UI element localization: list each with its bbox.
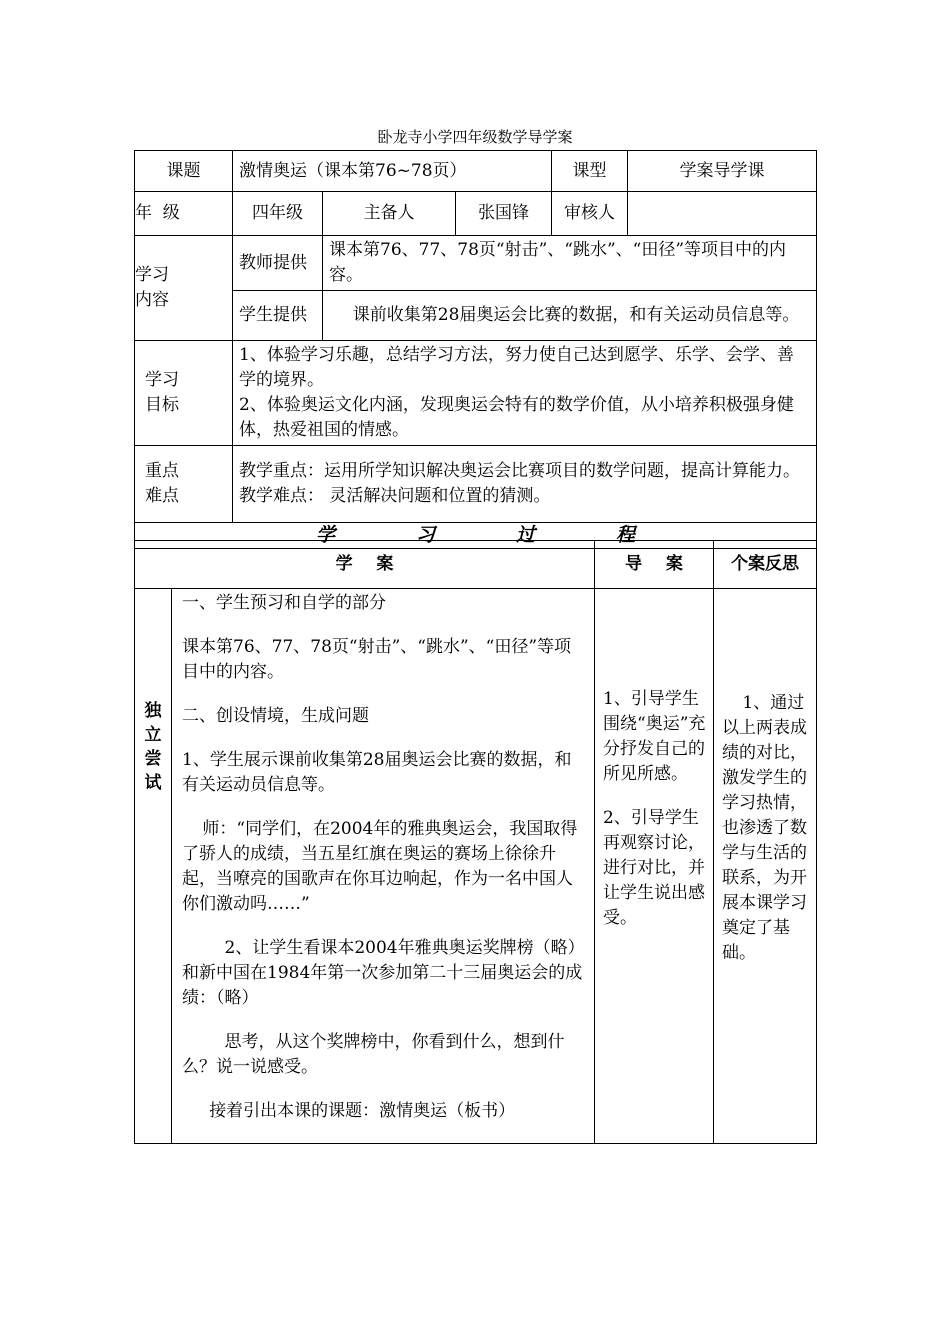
reflection-content: 1、通过以上两表成绩的对比，激发学生的学习热情，也渗透了数学与生活的联系，为开展本课学习奠定了基础。 [714, 589, 817, 1144]
process-char-1: 学 [315, 524, 335, 546]
goals-content [233, 341, 817, 446]
plan-paragraph: 2、让学生看课本2004年雅典奥运奖牌榜（略）和新中国在1984年第一次参加第二十三届奥运会的成绩：（略） [182, 938, 585, 1008]
section-char-2: 立 [144, 725, 162, 745]
section-char-4: 试 [144, 773, 162, 793]
goals-label-line1: 学习 [145, 370, 179, 390]
preparer-value: 张国锋 [456, 192, 552, 236]
grade-label: 年 级 [135, 192, 233, 236]
student-provide-text: 课前收集第28届奥运会比赛的数据，和有关运动员信息等。 [323, 291, 817, 341]
process-char-4: 程 [615, 524, 635, 546]
content-label-line1: 学习 [135, 265, 169, 285]
reviewer-label: 审核人 [552, 192, 628, 236]
reviewer-value [628, 192, 817, 236]
col-reflection-header: 个案反思 [714, 541, 817, 589]
grade-value: 四年级 [233, 192, 323, 236]
col-plan-header: 学 案 [135, 541, 595, 589]
guide-item: 2、引导学生再观察讨论，进行对比，并让学生说出感受。 [603, 808, 705, 928]
plan-paragraph: 思考，从这个奖牌榜中，你看到什么，想到什么？说一说感受。 [182, 1032, 565, 1077]
section-char-1: 独 [144, 701, 162, 721]
process-char-2: 习 [415, 524, 435, 546]
type-value: 学案导学课 [628, 151, 817, 192]
preparer-label: 主备人 [323, 192, 456, 236]
topic-label: 课题 [135, 151, 233, 192]
keypoints-label-line1: 重点 [145, 461, 179, 481]
teacher-provide-label: 教师提供 [233, 236, 323, 291]
section-char-3: 尝 [144, 749, 162, 769]
goal-item-2: 2、体验奥运文化内涵，发现奥运会特有的数学价值，从小培养积极强身健体，热爱祖国的情感。 [239, 395, 794, 440]
plan-paragraph: 1、学生展示课前收集第28届奥运会比赛的数据，和有关运动员信息等。 [182, 750, 572, 795]
key-point-text: 教学重点：运用所学知识解决奥运会比赛项目的数学问题，提高计算能力。 [239, 461, 800, 481]
goals-label [135, 341, 233, 446]
col-guide-header: 导 案 [595, 541, 714, 589]
plan-paragraph: 二、创设情境，生成问题 [182, 706, 369, 726]
keypoints-label-line2: 难点 [145, 486, 179, 506]
keypoints-content [233, 446, 817, 523]
section-label-independent [135, 589, 172, 1144]
plan-paragraph: 课本第76、77、78页“射击”、“跳水”、“田径”等项目中的内容。 [182, 637, 572, 682]
header-table [134, 150, 817, 549]
plan-paragraph: 接着引出本课的课题：激情奥运（板书） [209, 1101, 516, 1121]
guide-content [595, 589, 714, 1144]
process-table [134, 540, 817, 1144]
guide-item: 1、引导学生围绕“奥运”充分抒发自己的所见所感。 [603, 689, 706, 784]
student-provide-label: 学生提供 [233, 291, 323, 341]
keypoints-label [135, 446, 233, 523]
process-char-3: 过 [515, 524, 535, 546]
goal-item-1: 1、体验学习乐趣，总结学习方法，努力使自己达到愿学、乐学、会学、善学的境界。 [239, 345, 794, 390]
content-label-line2: 内容 [135, 290, 169, 310]
plan-content [172, 589, 595, 1144]
topic-value: 激情奥运（课本第76~78页） [233, 151, 552, 192]
plan-paragraph: 师：“同学们，在2004年的雅典奥运会，我国取得了骄人的成绩，当五星红旗在奥运的赛场上徐徐升起，当嘹亮的国歌声在你耳边响起，作为一名中国人你们激动吗……” [182, 819, 578, 914]
difficulty-text: 教学难点： 灵活解决问题和位置的猜测。 [239, 486, 551, 506]
plan-paragraph: 一、学生预习和自学的部分 [182, 593, 386, 613]
document-title: 卧龙寺小学四年级数学导学案 [377, 128, 573, 146]
teacher-provide-text: 课本第76、77、78页“射击”、“跳水”、“田径”等项目中的内容。 [323, 236, 817, 291]
content-label [135, 236, 233, 341]
type-label: 课型 [552, 151, 628, 192]
goals-label-line2: 目标 [145, 395, 179, 415]
